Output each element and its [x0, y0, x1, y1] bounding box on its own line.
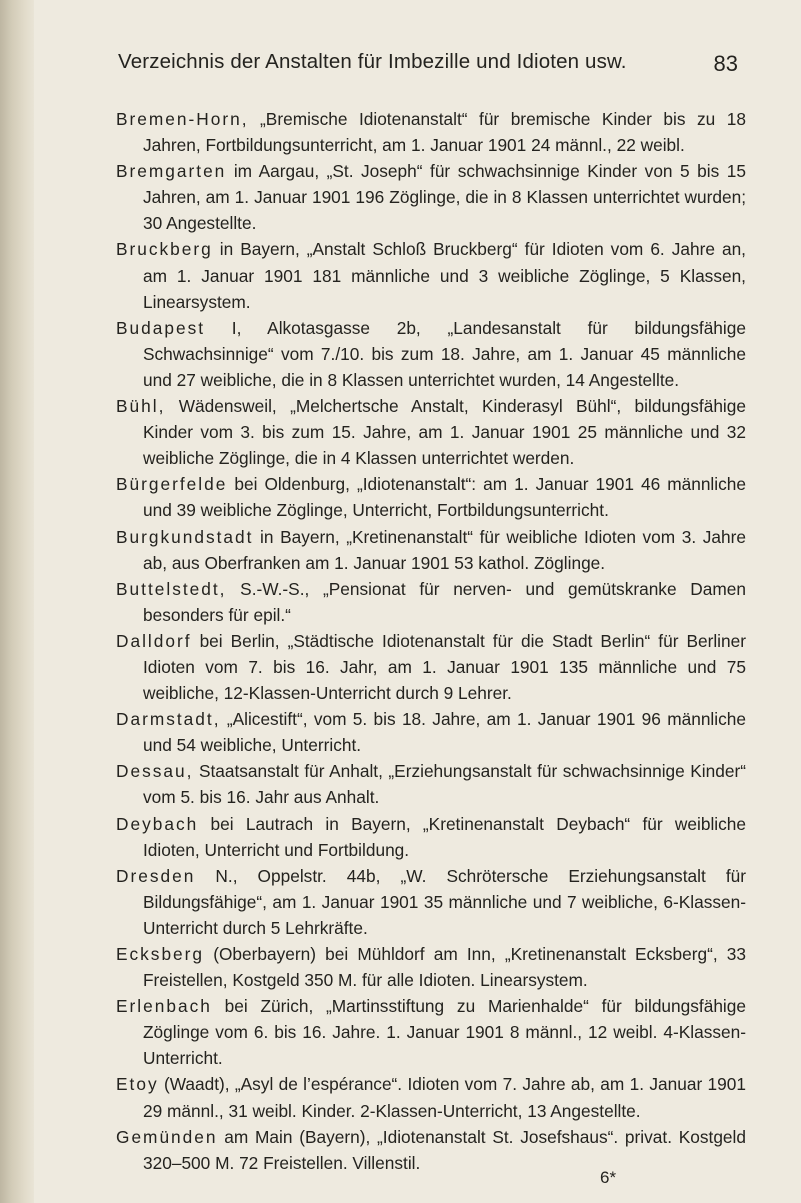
list-item: [116, 941, 746, 993]
list-item: [116, 576, 746, 628]
entry-text: I, Alkotasgasse 2b, „Landesanstalt für bildungsfähige Schwachsinnige“ vom 7./10. bis zum 18. Jahre, am 1. Januar 45 männliche und 27 weibliche, die in 8 Klassen unterrichtet wurden, 14 Angestellte.: [143, 317, 746, 390]
page-number: 83: [713, 51, 738, 76]
list-item: [116, 393, 746, 471]
entry-text: bei Oldenburg, „Idiotenanstalt“: am 1. Januar 1901 46 männliche und 39 weibliche Zöglinge, Unterricht, Fortbildungsunterricht.: [143, 474, 746, 521]
place-name: Erlenbach: [116, 996, 212, 1017]
list-item: [116, 1071, 746, 1123]
place-name: Ecksberg: [116, 944, 205, 964]
place-name: Deybach: [116, 813, 199, 834]
list-item: [116, 706, 746, 758]
place-name: Bühl,: [116, 396, 166, 417]
place-name: Bruckberg: [116, 239, 213, 260]
list-item: [116, 236, 746, 314]
place-name: Dalldorf: [116, 630, 192, 651]
place-name: Bremgarten: [116, 161, 227, 182]
place-name: Burgkundstadt: [116, 526, 254, 547]
entry-text: (Oberbayern) bei Mühldorf am Inn, „Kretinenanstalt Ecksberg“, 33 Freistellen, Kostgeld 350 M. für alle Idioten. Linearsystem.: [143, 944, 746, 991]
list-item: [116, 471, 746, 523]
entry-text: Staatsanstalt für Anhalt, „Erziehungsanstalt für schwachsinnige Kinder“ vom 5. bis 16. Jahr aus Anhalt.: [143, 761, 746, 808]
place-name: Darmstadt,: [116, 709, 221, 730]
list-item: [116, 758, 746, 810]
place-name: Budapest: [116, 317, 206, 338]
list-item: [116, 524, 746, 576]
entry-text: im Aargau, „St. Joseph“ für schwachsinnige Kinder von 5 bis 15 Jahren, am 1. Januar 1901 196 Zöglinge, die in 8 Klassen unterrichtet wurden; 30 Angestellte.: [143, 161, 746, 234]
signature-mark: 6*: [600, 1168, 617, 1187]
list-item: [116, 628, 746, 706]
entry-text: bei Zürich, „Martinsstiftung zu Marienhalde“ für bildungsfähige Zöglinge vom 6. bis 16. Jahre. 1. Januar 1901 8 männl., 12 weibl. 4-Klassen-Unterricht.: [143, 996, 746, 1069]
place-name: Dessau,: [116, 761, 194, 782]
book-gutter: [0, 0, 34, 1203]
entry-text: N., Oppelstr. 44b, „W. Schrötersche Erziehungsanstalt für Bildungsfähige“, am 1. Januar 1901 35 männliche und 7 weibliche, 6-Klassen-Unterricht durch 5 Lehrkräfte.: [143, 865, 746, 938]
entry-text: bei Berlin, „Städtische Idiotenanstalt für die Stadt Berlin“ für Berliner Idioten vom 7. bis 16. Jahr, am 1. Januar 1901 135 männliche und 75 weibliche, 12-Klassen-Unterricht durch 9 Lehrer.: [143, 630, 746, 704]
entry-text: in Bayern, „Anstalt Schloß Bruckberg“ für Idioten vom 6. Jahre an, am 1. Januar 1901 181 männliche und 3 weibliche Zöglinge, 5 Klassen, Linearsystem.: [143, 239, 746, 312]
list-item: [116, 315, 746, 393]
entry-text: „Bremische Idiotenanstalt“ für bremische Kinder bis zu 18 Jahren, Fortbildungsunterricht, am 1. Januar 1901 24 männl., 22 weibl.: [143, 109, 746, 156]
institution-list: [116, 106, 746, 1176]
entry-text: „Alicestift“, vom 5. bis 18. Jahre, am 1. Januar 1901 96 männliche und 54 weibliche, Unterricht.: [143, 709, 746, 756]
place-name: Etoy: [116, 1074, 159, 1095]
running-title: Verzeichnis der Anstalten für Imbezille und Idioten usw.: [118, 50, 627, 73]
page-header: [118, 50, 738, 80]
place-name: Bürgerfelde: [116, 474, 228, 495]
place-name: Dresden: [116, 865, 196, 886]
list-item: [116, 1124, 746, 1176]
entry-text: S.-W.-S., „Pensionat für nerven- und gemütskranke Damen besonders für epil.“: [143, 578, 746, 625]
entry-text: in Bayern, „Kretinenanstalt“ für weibliche Idioten vom 3. Jahre ab, aus Oberfranken am 1. Januar 1901 53 kathol. Zöglinge.: [143, 526, 746, 573]
entry-text: bei Lautrach in Bayern, „Kretinenanstalt Deybach“ für weibliche Idioten, Unterricht und Fortbildung.: [143, 813, 746, 860]
list-item: [116, 993, 746, 1071]
place-name: Bremen-Horn,: [116, 109, 249, 129]
entry-text: Wädensweil, „Melchertsche Anstalt, Kinderasyl Bühl“, bildungsfähige Kinder vom 3. bis zum 15. Jahre, am 1. Januar 1901 25 männliche und 32 weibliche Zöglinge, die in 4 Klassen unterrichtet werden.: [143, 396, 746, 469]
list-item: [116, 158, 746, 236]
list-item: [116, 811, 746, 863]
entry-text: (Waadt), „Asyl de l’espérance“. Idioten vom 7. Jahre ab, am 1. Januar 1901 29 männl., 31 weibl. Kinder. 2-Klassen-Unterricht, 13 Angestellte.: [143, 1074, 746, 1121]
entry-text: am Main (Bayern), „Idiotenanstalt St. Josefshaus“. privat. Kostgeld 320–500 M. 72 Freistellen. Villenstil.: [143, 1126, 746, 1173]
list-item: [116, 106, 746, 158]
place-name: Gemünden: [116, 1126, 218, 1147]
list-item: [116, 863, 746, 941]
place-name: Buttelstedt,: [116, 578, 227, 599]
